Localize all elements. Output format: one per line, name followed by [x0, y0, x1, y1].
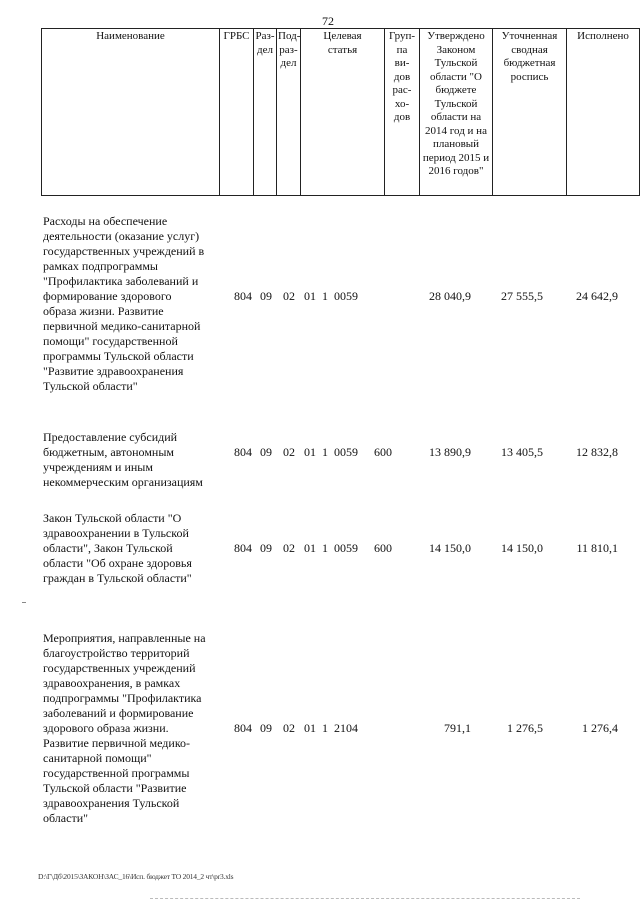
row-st3: 2104 — [334, 721, 358, 735]
row-isp: 24 642,9 — [576, 289, 618, 303]
row-grbs: 804 — [234, 721, 252, 735]
row-name-line: "Развитие здравоохранения — [43, 364, 184, 378]
header-line: Под- — [278, 30, 301, 42]
row-st1: 01 — [304, 445, 316, 459]
header-line: бюджете — [435, 84, 477, 96]
row-name-line: подпрограммы "Профилактика — [43, 691, 202, 705]
row-utoch: 14 150,0 — [501, 541, 543, 555]
row-isp: 12 832,8 — [576, 445, 618, 459]
header-col-gruppa — [385, 29, 420, 196]
row-st1: 01 — [304, 289, 316, 303]
row-name-line: области", Закон Тульской — [43, 541, 173, 555]
header-line: дел — [280, 57, 297, 69]
row-name-line: здравоохранении в Тульской — [43, 526, 189, 540]
row-podrazdel: 02 — [283, 289, 295, 303]
row-utoch: 13 405,5 — [501, 445, 543, 459]
row-st2: 1 — [322, 541, 328, 555]
header-line: дел — [257, 43, 273, 56]
row-st3: 0059 — [334, 541, 358, 555]
row-name — [43, 430, 221, 490]
row-name-line: рамках подпрограммы — [43, 259, 158, 273]
header-line: ГРБС — [223, 30, 250, 42]
header-line: плановый — [432, 138, 480, 150]
row-isp: 1 276,4 — [582, 721, 618, 735]
row-name-line: заболеваний и формирование — [43, 706, 194, 720]
row-utv: 28 040,9 — [429, 289, 471, 303]
header-line: период 2015 и — [422, 151, 490, 164]
row-name-line: государственных учреждений — [43, 661, 196, 675]
row-razdel: 09 — [260, 445, 272, 459]
row-grbs: 804 — [234, 289, 252, 303]
row-name-line: бюджетным, автономным — [43, 445, 174, 459]
row-name-line: "Профилактика заболеваний и — [43, 274, 199, 288]
header-line: области на — [430, 111, 482, 123]
header-col-grbs — [220, 29, 254, 196]
row-razdel: 09 — [260, 541, 272, 555]
margin-mark — [22, 602, 26, 603]
row-name-line: Закон Тульской области "О — [43, 511, 182, 525]
row-name-line: первичной медико-санитарной — [43, 319, 201, 333]
row-name-line: Тульской области "Развитие — [43, 781, 187, 795]
row-name — [43, 214, 221, 394]
row-st3: 0059 — [334, 445, 358, 459]
row-utv: 13 890,9 — [429, 445, 471, 459]
row-podrazdel: 02 — [283, 445, 295, 459]
row-name-line: области" — [43, 811, 89, 825]
header-col-statya — [301, 29, 385, 196]
row-st1: 01 — [304, 541, 316, 555]
header-line: рас- — [392, 84, 412, 96]
row-name-line: санитарной помощи" — [43, 751, 152, 765]
header-line: Груп- — [388, 30, 416, 42]
header-col-isp — [567, 29, 640, 196]
header-line: Утверждено — [427, 30, 485, 42]
row-name-line: Расходы на обеспечение — [43, 214, 168, 228]
row-name-line: учреждениям и иным — [43, 460, 153, 474]
header-line: ви- — [394, 57, 410, 69]
row-name — [43, 511, 221, 586]
row-name-line: формирование здорового — [43, 289, 172, 303]
row-name-line: деятельности (оказание услуг) — [43, 229, 200, 243]
header-line: 2016 годов" — [428, 165, 484, 177]
row-name-line: Мероприятия, направленные на — [43, 631, 206, 645]
header-line: Уточненная — [501, 30, 558, 42]
header-col-razdel — [254, 29, 277, 196]
row-st1: 01 — [304, 721, 316, 735]
row-utv: 791,1 — [444, 721, 471, 735]
row-podrazdel: 02 — [283, 721, 295, 735]
row-podrazdel: 02 — [283, 541, 295, 555]
header-line: дов — [393, 111, 411, 123]
row-st2: 1 — [322, 289, 328, 303]
header-line: области "О — [430, 70, 482, 83]
row-name-line: государственной программы — [43, 766, 190, 780]
header-line: роспись — [510, 70, 549, 83]
header-col-utv — [420, 29, 493, 196]
row-name-line: области "Об охране здоровья — [43, 556, 192, 570]
header-line: статья — [327, 43, 358, 56]
table-header — [41, 28, 640, 196]
header-line: па — [396, 43, 408, 56]
row-grbs: 804 — [234, 541, 252, 555]
row-name-line: здравоохранения, в рамках — [43, 676, 181, 690]
row-name-line: Предоставление субсидий — [43, 430, 178, 444]
header-line: Тульской — [434, 57, 478, 69]
row-st2: 1 — [322, 445, 328, 459]
header-col-name — [42, 29, 220, 196]
header-line: Раз- — [255, 30, 275, 42]
row-razdel: 09 — [260, 721, 272, 735]
bottom-rule — [150, 898, 580, 899]
row-st3: 0059 — [334, 289, 358, 303]
row-grbs: 804 — [234, 445, 252, 459]
row-st2: 1 — [322, 721, 328, 735]
row-name-line: помощи" государственной — [43, 334, 178, 348]
page-number: 72 — [322, 14, 334, 28]
row-name-line: программы Тульской области — [43, 349, 194, 363]
row-name — [43, 631, 221, 826]
file-path-footer: D:\Г\Дб\2015\ЗАКОН\ЗАС_16\Исп. бюджет ТО 2014_2 чт\pr3.xls — [38, 872, 234, 881]
header-line: 2014 год и на — [425, 124, 487, 137]
row-name-line: здорового образа жизни. — [43, 721, 169, 735]
row-name-line: государственных учреждений в — [43, 244, 205, 258]
header-line: бюджетная — [503, 57, 556, 69]
header-line: Законом — [436, 43, 476, 56]
header-line: хо- — [394, 97, 410, 110]
header-line: дов — [393, 70, 411, 83]
header-line: Тульской — [434, 97, 478, 110]
row-utoch: 1 276,5 — [507, 721, 543, 735]
row-name-line: граждан в Тульской области" — [43, 571, 192, 585]
row-name-line: Тульской области" — [43, 379, 138, 393]
row-razdel: 09 — [260, 289, 272, 303]
header-line: раз- — [279, 43, 298, 56]
row-isp: 11 810,1 — [576, 541, 618, 555]
row-vr: 600 — [374, 445, 392, 459]
header-line: сводная — [511, 43, 548, 56]
row-utoch: 27 555,5 — [501, 289, 543, 303]
header-line: Исполнено — [577, 30, 629, 42]
row-name-line: некоммерческим организациям — [43, 475, 203, 489]
header-col-podrazdel — [277, 29, 301, 196]
row-utv: 14 150,0 — [429, 541, 471, 555]
row-vr: 600 — [374, 541, 392, 555]
header-line: Наименование — [96, 30, 165, 42]
row-name-line: здравоохранения Тульской — [43, 796, 180, 810]
row-name-line: благоустройство территорий — [43, 646, 190, 660]
row-name-line: образа жизни. Развитие — [43, 304, 164, 318]
header-line: Целевая — [323, 30, 362, 42]
row-name-line: Развитие первичной медико- — [43, 736, 191, 750]
header-col-utoch — [493, 29, 567, 196]
